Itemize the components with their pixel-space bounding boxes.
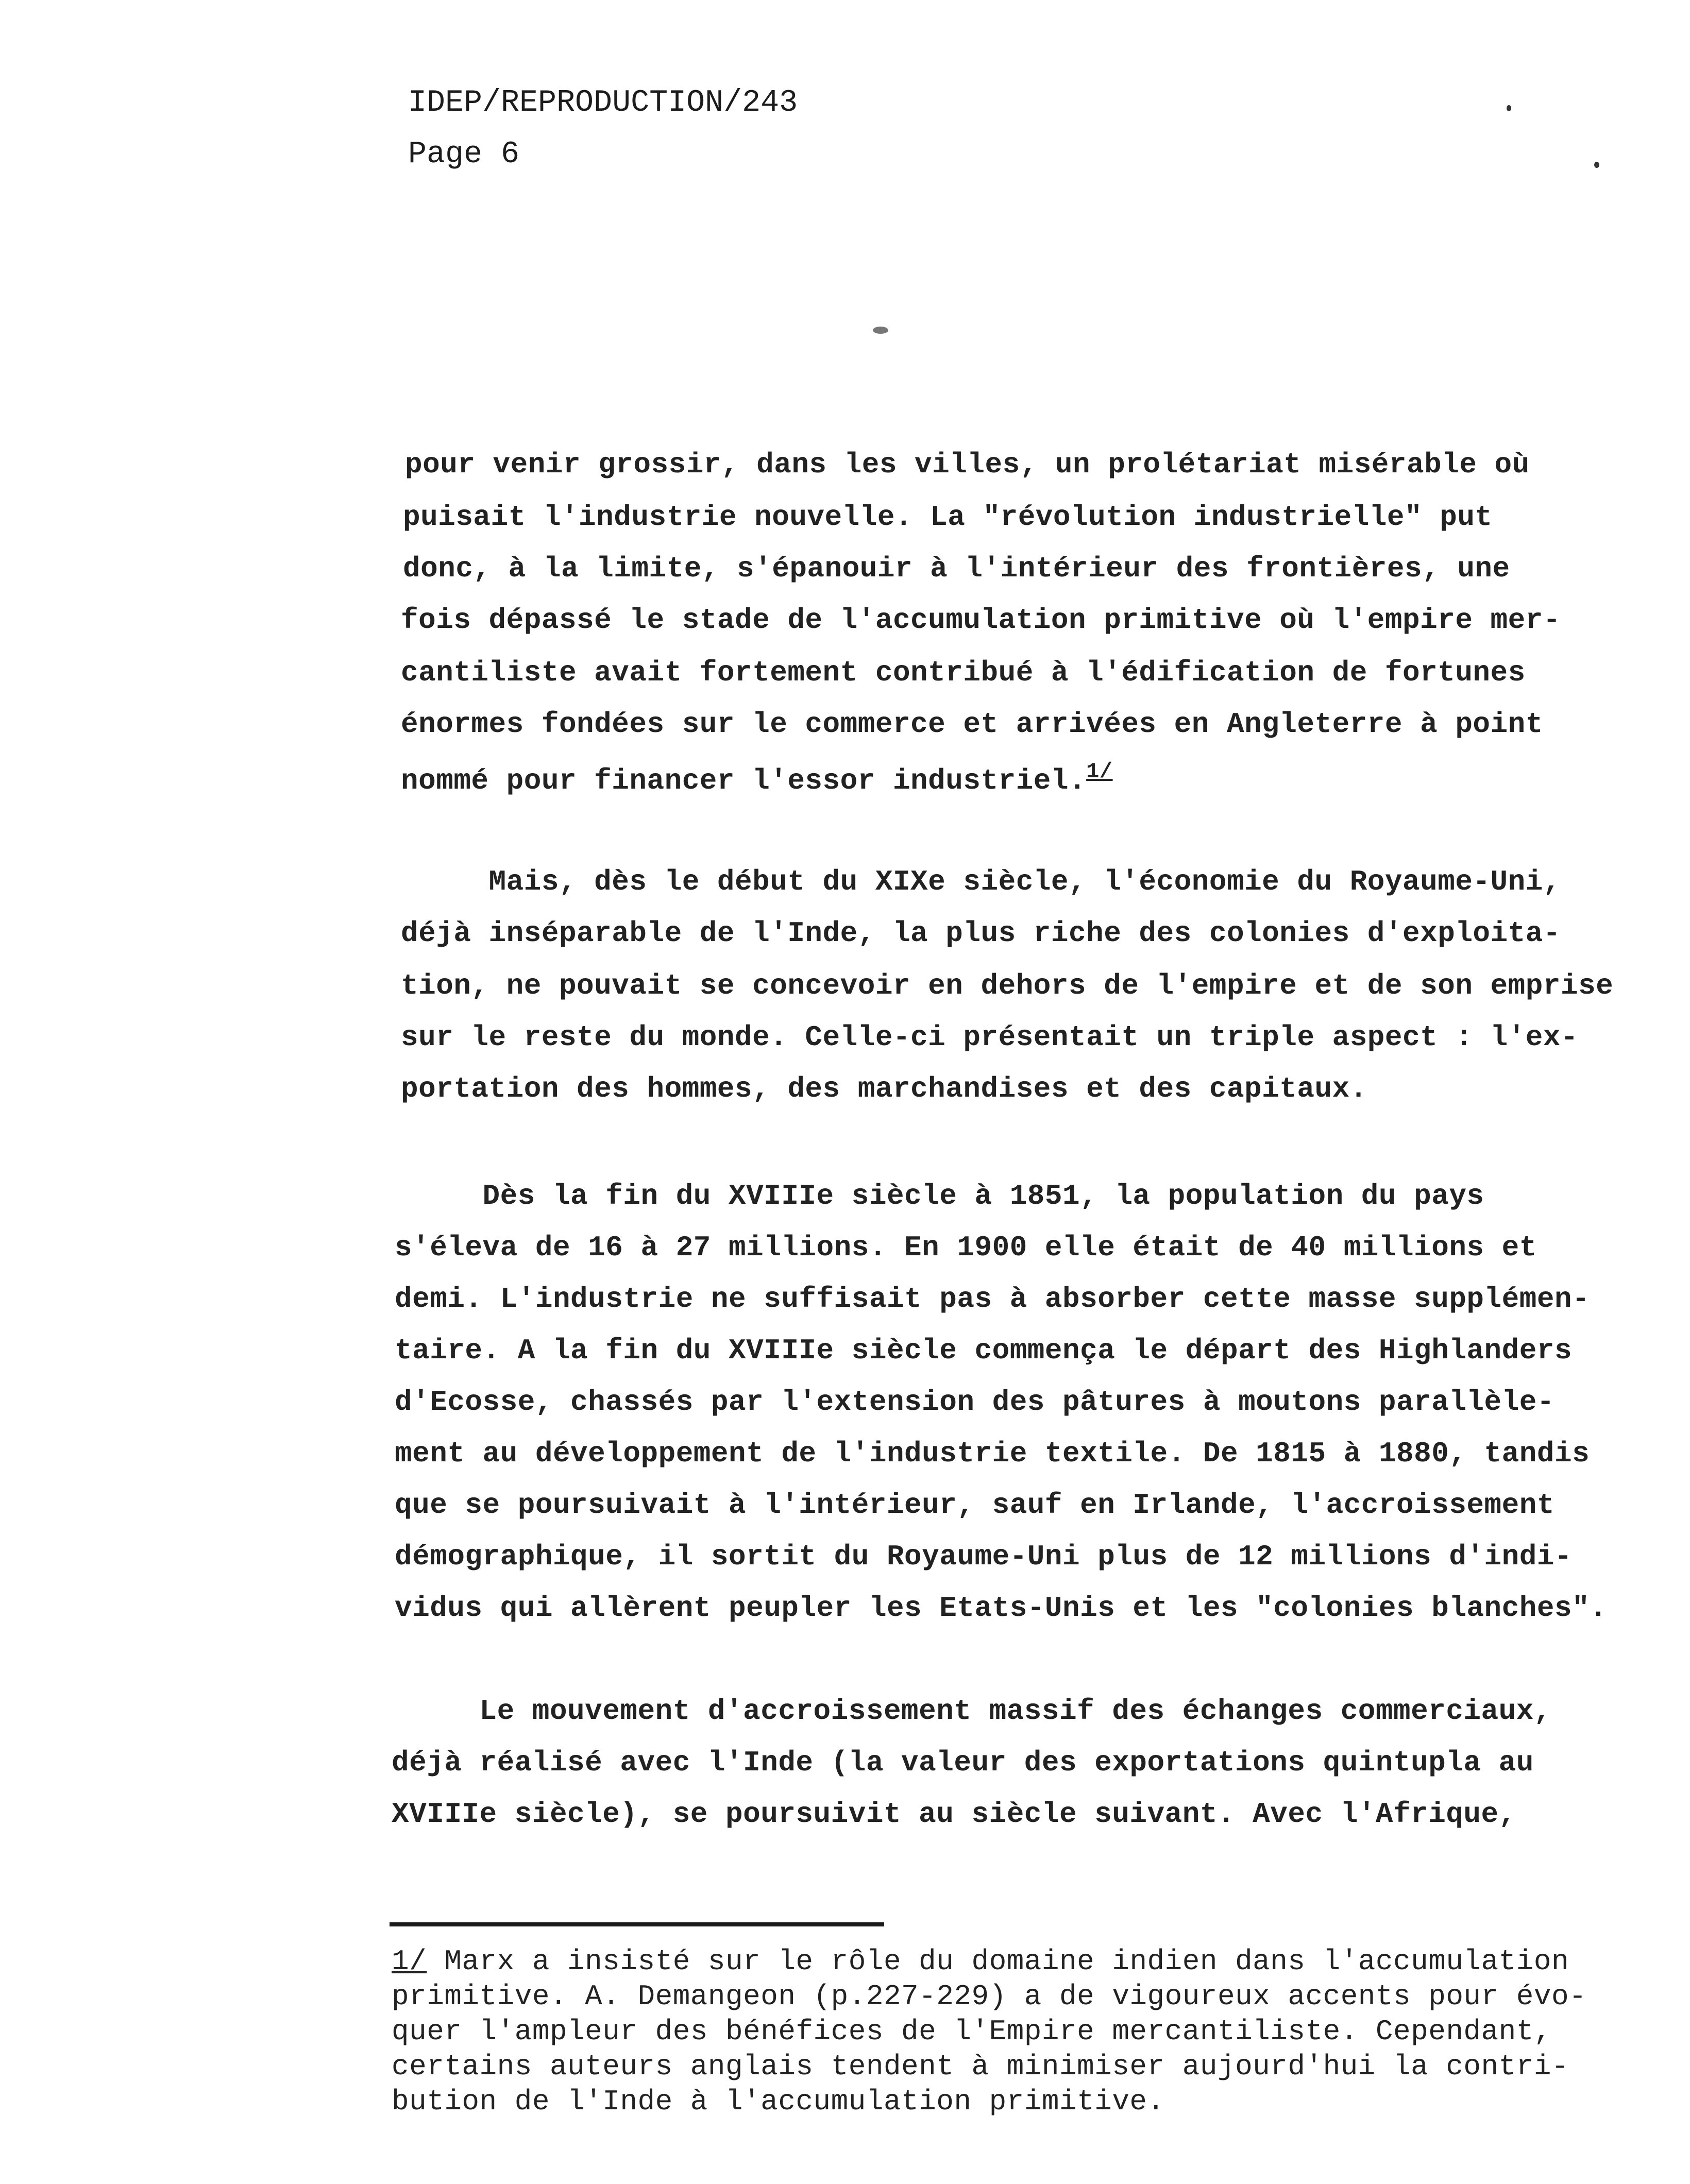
paragraph-1-line-3: donc, à la limite, s'épanouir à l'intérieur des frontières, une: [403, 552, 1510, 585]
paragraph-3-line-8: démographique, il sortit du Royaume-Uni plus de 12 millions d'indi-: [395, 1540, 1573, 1573]
paragraph-2-line-5: portation des hommes, des marchandises et des capitaux.: [401, 1072, 1367, 1105]
paragraph-4-line-2: déjà réalisé avec l'Inde (la valeur des exportations quintupla au: [392, 1746, 1534, 1779]
paragraph-3-line-9: vidus qui allèrent peupler les Etats-Unis et les "colonies blanches".: [395, 1592, 1608, 1625]
paragraph-2-line-3: tion, ne pouvait se concevoir en dehors de l'empire et de son emprise: [401, 969, 1614, 1002]
paragraph-1-line-4: fois dépassé le stade de l'accumulation primitive où l'empire mer-: [401, 604, 1561, 637]
paragraph-2-line-4: sur le reste du monde. Celle-ci présentait un triple aspect : l'ex-: [401, 1021, 1579, 1054]
scan-speck: [1507, 105, 1511, 111]
paragraph-4-line-1: Le mouvement d'accroissement massif des échanges commerciaux,: [392, 1695, 1551, 1728]
paragraph-1-line-7: [401, 759, 1113, 797]
paragraph-3-line-1: Dès la fin du XVIIIe siècle à 1851, la population du pays: [395, 1180, 1484, 1213]
paragraph-1-line-2: puisait l'industrie nouvelle. La "révolution industrielle" put: [403, 501, 1493, 534]
paragraph-3-line-6: ment au développement de l'industrie textile. De 1815 à 1880, tandis: [395, 1437, 1590, 1470]
footnote-line-3: quer l'ampleur des bénéfices de l'Empire mercantiliste. Cependant,: [392, 2015, 1551, 2048]
scan-speck: [873, 327, 888, 334]
paragraph-1-line-6: énormes fondées sur le commerce et arrivées en Angleterre à point: [401, 708, 1543, 741]
footnote-separator: [390, 1922, 884, 1926]
paragraph-3-line-3: demi. L'industrie ne suffisait pas à absorber cette masse supplémen-: [395, 1283, 1590, 1316]
paragraph-1-line-1: pour venir grossir, dans les villes, un prolétariat misérable où: [405, 448, 1530, 481]
page-number: Page 6: [408, 137, 520, 172]
paragraph-1-line-7-text: nommé pour financer l'essor industriel.: [401, 764, 1087, 797]
scan-speck: [1594, 162, 1599, 168]
paragraph-1-line-5: cantiliste avait fortement contribué à l'édification de fortunes: [401, 656, 1526, 689]
paragraph-3-line-5: d'Ecosse, chassés par l'extension des pâtures à moutons parallèle-: [395, 1386, 1554, 1419]
document-reference: IDEP/REPRODUCTION/243: [408, 86, 798, 121]
paragraph-2-line-1: Mais, dès le début du XIXe siècle, l'économie du Royaume-Uni,: [401, 865, 1561, 898]
footnote-line-5: bution de l'Inde à l'accumulation primitive.: [392, 2085, 1165, 2118]
paragraph-2-line-2: déjà inséparable de l'Inde, la plus riche des colonies d'exploita-: [401, 917, 1561, 950]
paragraph-4-line-3: XVIIIe siècle), se poursuivit au siècle suivant. Avec l'Afrique,: [392, 1798, 1516, 1831]
footnote-reference: 1/: [1086, 759, 1113, 784]
footnote-line-1-text: Marx a insisté sur le rôle du domaine indien dans l'accumulation: [427, 1945, 1569, 1978]
footnote-line-4: certains auteurs anglais tendent à minimiser aujourd'hui la contri-: [392, 2050, 1569, 2083]
footnote-mark: 1/: [392, 1945, 427, 1978]
paragraph-3-line-2: s'éleva de 16 à 27 millions. En 1900 elle était de 40 millions et: [395, 1231, 1537, 1264]
paragraph-3-line-7: que se poursuivait à l'intérieur, sauf en Irlande, l'accroissement: [395, 1489, 1554, 1522]
footnote-line-1: [392, 1945, 1569, 1978]
paragraph-3-line-4: taire. A la fin du XVIIIe siècle commença le départ des Highlanders: [395, 1334, 1573, 1367]
footnote-line-2: primitive. A. Demangeon (p.227-229) a de vigoureux accents pour évo-: [392, 1980, 1587, 2013]
